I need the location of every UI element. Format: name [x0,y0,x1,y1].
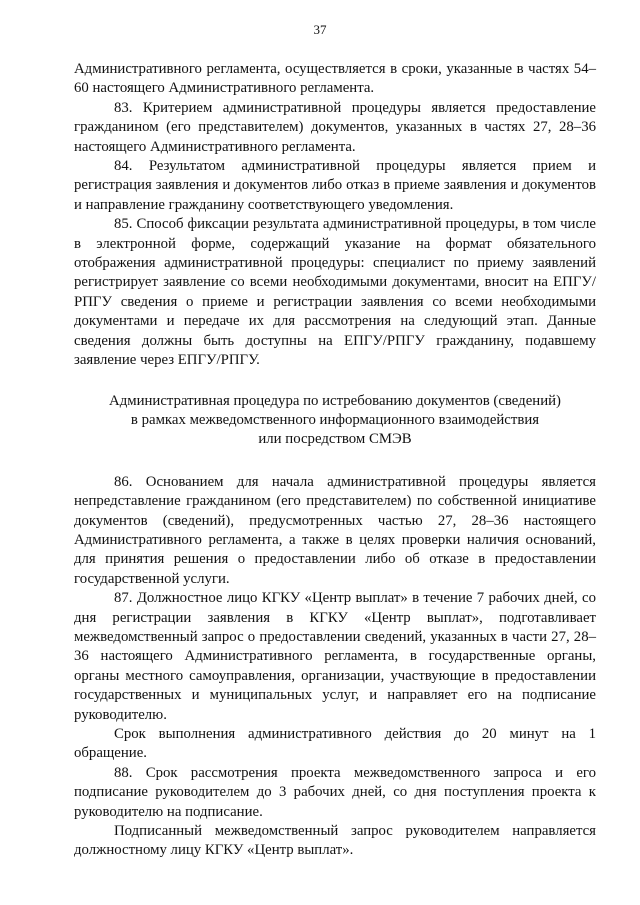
section-heading-line-1: Административная процедура по истребованию документов (сведений) [109,392,561,409]
paragraph-85: 85. Способ фиксации результата административной процедуры, в том числе в электронной форме, содержащий указание на формат обязательного отображения административной процедуры: специалист по приему заявлений регистрирует заявление со всеми необходимыми документами, вносит на ЕПГУ/РПГУ сведения о приеме и регистрации заявления со всеми необходимыми документами и передаче их для рассмотрения на следующий этап. Данные сведения должны быть доступны на ЕПГУ/РПГУ гражданину, подавшему заявление через ЕПГУ/РПГУ. [74,216,596,369]
paragraph-continuation: Административного регламента, осуществляется в сроки, указанные в частях 54–60 настоящего Административного регламента. [74,61,596,97]
document-body [74,60,596,861]
section-heading-line-3: или посредством СМЭВ [258,431,412,448]
paragraph-deadline-note: Срок выполнения административного действия до 20 минут на 1 обращение. [74,726,596,762]
paragraph-83: 83. Критерием административной процедуры является предоставление гражданином (его представителем) документов, указанных в частях 27, 28–36 настоящего Административного регламента. [74,99,596,155]
page-number: 37 [313,22,327,37]
section-heading [74,392,596,450]
paragraph-88: 88. Срок рассмотрения проекта межведомственного запроса и его подписание руководителем до 3 рабочих дней, со дня поступления проекта к руководителю на подписание. [74,764,596,820]
paragraph-86: 86. Основанием для начала административной процедуры является непредставление гражданином (его представителем) по собственной инициативе документов (сведений), предусмотренных частью 27, 28–36 настоящего Административного регламента, а также в целях проверки наличия оснований, для принятия решения о предоставлении либо об отказе в предоставлении государственной услуги. [74,473,596,587]
section-heading-line-2: в рамках межведомственного информационного взаимодействия [130,411,540,428]
paragraph-84: 84. Результатом административной процедуры является прием и регистрация заявления и документов либо отказ в приеме заявления и документов и направление гражданину соответствующего уведомления. [74,158,596,213]
paragraph-signed-request: Подписанный межведомственный запрос руководителем направляется должностному лицу КГКУ «Центр выплат». [74,823,596,859]
paragraph-87: 87. Должностное лицо КГКУ «Центр выплат» в течение 7 рабочих дней, со дня регистрации заявления в КГКУ «Центр выплат», подготавливает межведомственный запрос о предоставлении сведений, указанных в части 27, 28–36 настоящего Административного регламента, в государственные органы, органы местного самоуправления, организации, участвующие в предоставлении государственных и муниципальных услуг, и направляет его на подписание руководителю. [74,590,596,723]
